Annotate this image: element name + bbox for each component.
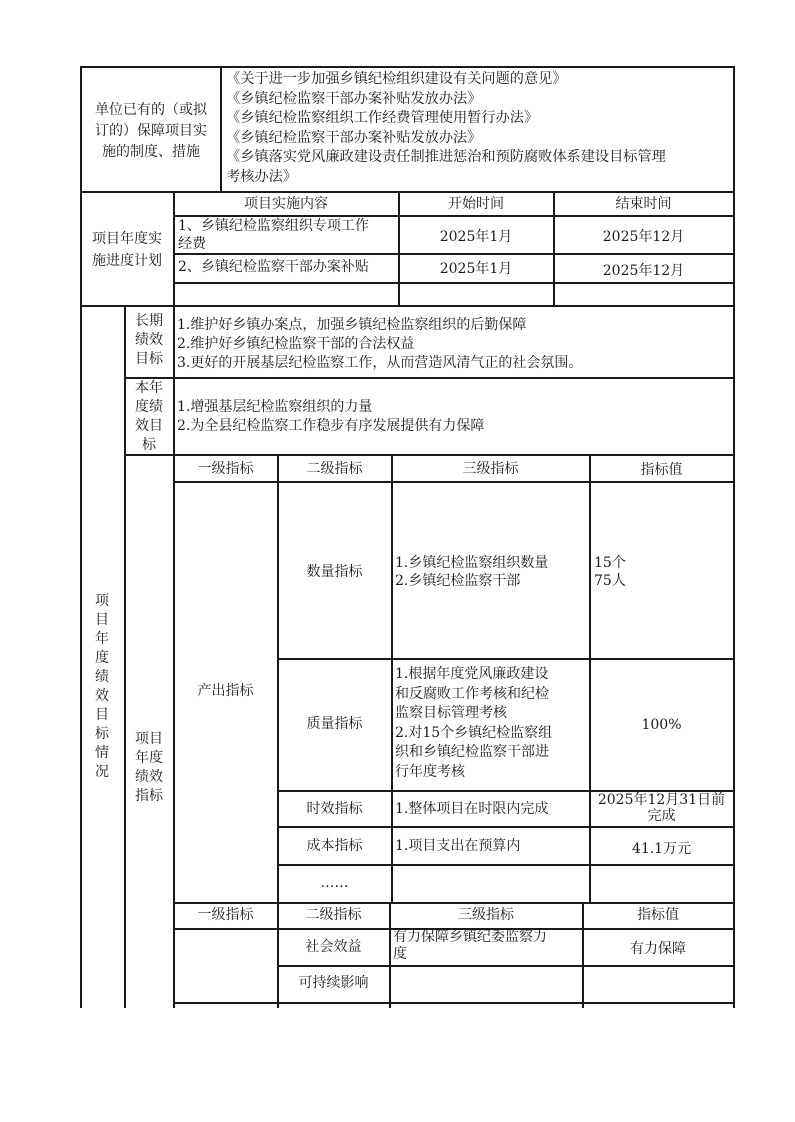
ind2-header-l2: 二级指标	[305, 907, 362, 923]
measure-item: 考核办法》	[226, 168, 297, 185]
longterm-label: 长期绩效目标	[135, 313, 163, 367]
ind-header-l1: 一级指标	[197, 461, 254, 477]
rule-left	[80, 66, 82, 1008]
rule-table-bottom	[174, 1002, 734, 1004]
rule-output-bottom	[174, 902, 734, 904]
quantity-l2: 数量指标	[306, 564, 363, 580]
rule-right	[733, 66, 735, 1008]
goal-item: 2.为全县纪检监察工作稳步有序发展提供有力保障	[177, 418, 485, 434]
ind2-header-l1: 一级指标	[197, 907, 254, 923]
social-l2: 社会效益	[305, 939, 362, 955]
goal-item: 3.更好的开展基层纪检监察工作，从而营造风清气正的社会氛围。	[177, 355, 583, 371]
rule-goals-label	[173, 305, 175, 455]
ind2-header-value: 指标值	[637, 907, 679, 923]
rule-timeliness-bottom	[277, 826, 734, 828]
rule-schedule-row1	[173, 253, 734, 255]
ind-header-value: 指标值	[640, 462, 683, 478]
schedule-row-start: 2025年1月	[439, 261, 513, 277]
rule-ind-l2a	[391, 454, 393, 904]
schedule-row-content: 1、乡镇纪检监察组织专项工作 经费	[178, 218, 369, 252]
rule-longterm-bottom	[124, 377, 734, 379]
cost-l2: 成本指标	[306, 838, 363, 854]
timeliness-l2: 时效指标	[306, 801, 363, 817]
goal-item: 2.维护好乡镇纪检监察干部的合法权益	[177, 336, 415, 352]
schedule-row-content: 2、乡镇纪检监察干部办案补贴	[178, 259, 369, 275]
measures-label: 单位已有的（或拟 订的）保障项目实 施的制度、措施	[95, 102, 207, 160]
measure-item: 《关于进一步加强乡镇纪检组织建设有关问题的意见》	[226, 71, 567, 87]
social-value: 有力保障	[630, 941, 686, 957]
schedule-header-start: 开始时间	[448, 196, 504, 212]
ind-header-l3: 三级指标	[462, 461, 519, 477]
measures-list	[226, 70, 732, 187]
measure-item: 《乡镇纪检监察组织工作经费管理使用暂行办法》	[226, 110, 539, 126]
quality-l3: 1.根据年度党风廉政建设 和反腐败工作考核和纪检 监察目标管理考核 2.对15个乡镇纪检监察组 织和乡镇纪检监察干部进 行年度考核	[395, 666, 553, 780]
rule-ind-header	[174, 481, 734, 483]
ind2-header-l3: 三级指标	[458, 907, 514, 923]
schedule-label: 项目年度实 施进度计划	[92, 231, 162, 269]
quality-l2: 质量指标	[306, 716, 363, 732]
sustainable-l2: 可持续影响	[298, 975, 369, 991]
quantity-value: 15个 75人	[594, 555, 626, 589]
schedule-row-start: 2025年1月	[439, 229, 513, 245]
rule-ind-side	[173, 454, 175, 1008]
schedule-row-end: 2025年12月	[602, 263, 685, 279]
rule-schedule-row2	[173, 282, 734, 284]
annual-label: 本年度绩效目标	[135, 380, 163, 453]
timeliness-l3: 1.整体项目在时限内完成	[395, 801, 549, 817]
measure-item: 《乡镇纪检监察干部办案补贴发放办法》	[226, 90, 482, 107]
longterm-list	[177, 316, 731, 373]
goals-section-label: 项目年度绩效目标情况	[95, 593, 109, 780]
quality-value: 100%	[641, 717, 682, 733]
cost-value: 41.1万元	[631, 841, 692, 857]
output-ellipsis: ……	[320, 875, 349, 891]
cost-l3: 1.项目支出在预算内	[395, 838, 521, 854]
schedule-header-content: 项目实施内容	[244, 196, 328, 212]
rule-ind-l3a	[589, 454, 591, 904]
schedule-header-end: 结束时间	[615, 196, 672, 212]
timeliness-value: 2025年12月31日前 完成	[597, 792, 726, 824]
schedule-row-end: 2025年12月	[602, 229, 685, 245]
rule-measures-label	[220, 66, 222, 192]
annual-list	[177, 398, 731, 436]
rule-top	[80, 66, 734, 68]
measure-item: 《乡镇落实党风廉政建设责任制推进惩治和预防腐败体系建设目标管理	[226, 149, 666, 165]
rule-cost-bottom	[277, 864, 734, 866]
rule-schedule-bottom	[80, 305, 734, 307]
rule-measures-bottom	[80, 191, 734, 193]
rule-social-bottom	[277, 965, 734, 967]
rule-quantity-bottom	[277, 658, 734, 660]
goal-item: 1.增强基层纪检监察组织的力量	[177, 399, 373, 415]
output-l1: 产出指标	[197, 683, 254, 699]
measure-item: 《乡镇纪检监察干部办案补贴发放办法》	[226, 129, 482, 146]
ind-header-l2: 二级指标	[306, 461, 363, 477]
quantity-l3: 1.乡镇纪检监察组织数量 2.乡镇纪检监察干部	[395, 555, 549, 589]
goal-item: 1.维护好乡镇办案点，加强乡镇纪检监察组织的后勤保障	[177, 317, 527, 333]
social-l3: 有力保障乡镇纪委监察力 度	[393, 929, 547, 962]
rule-annual-bottom	[124, 454, 734, 456]
indicators-side-label: 项目年度绩效指标	[135, 731, 163, 804]
